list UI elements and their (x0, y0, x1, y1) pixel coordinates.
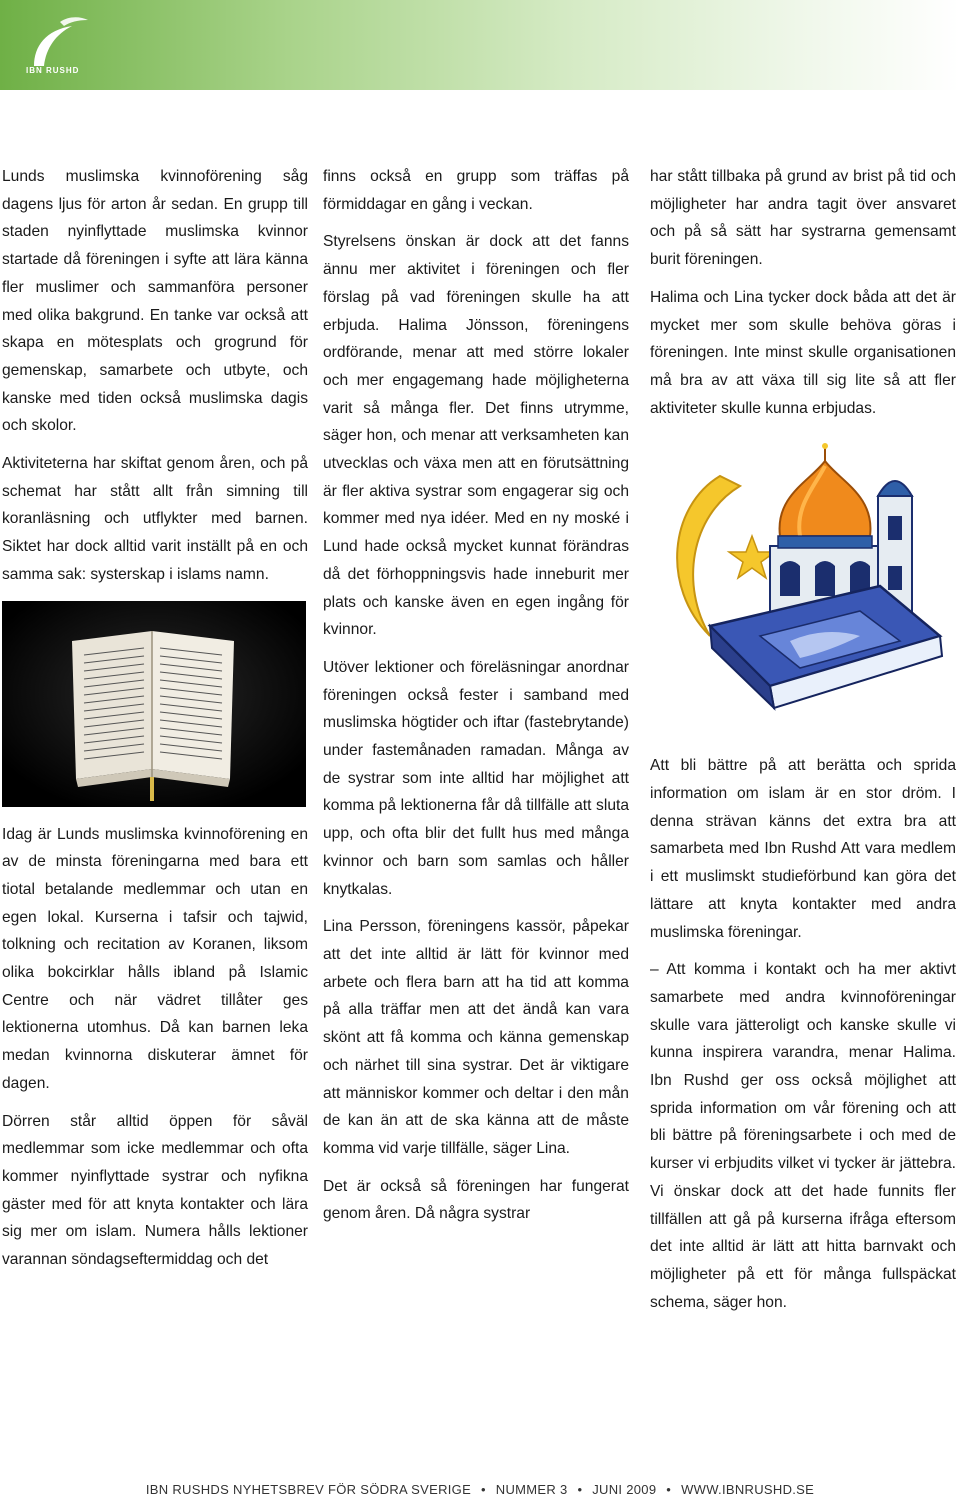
footer-issue-number: NUMMER 3 (495, 1482, 568, 1497)
paragraph: Halima och Lina tycker dock båda att det är mycket mer som skulle behöva göras i föreningen. Inte minst skulle organisationen må bra av att växa till sig lite så att fler aktiviteter skulle kunna erbjudas. (650, 288, 956, 417)
open-quran-photo (2, 601, 306, 807)
paragraph: Styrelsens önskan är dock att det fanns ännu mer aktivitet i föreningen och fler förslag på vad föreningen skulle ha att erbjuda. Halima Jönsson, föreningens ordförande, menar att med större lokaler och mer engagemang hade möjligheterna varit så många fler. Det finns utrymme, säger hon, och menar att verksamheten kan utvecklas och växa men att en förutsättning är fler aktiva systrar som engagerar sig och kommer med nya idéer. Med en ny moské i Lund hade också mycket kunnat förändras då det förhoppningsvis hade inneburit mer plats och kanske även en egen ingång för kvinnor. (323, 233, 629, 639)
paragraph: Det är också så föreningen har fungerat genom åren. Då några systrar (323, 1177, 629, 1223)
paragraph: Lina Persson, föreningens kassör, påpekar att det inte alltid är lätt för kvinnor med arbete och flera barn att ha tid att komma på alla träffar men att det ändå kan vara skönt att få komma och känna gemenskap och närhet till sina systrar. Det är viktigare att människor kommer och deltar i den mån de kan än att de ska känna att de måste komma vid varje tillfälle, säger Lina. (323, 918, 629, 1157)
paragraph: Idag är Lunds muslimska kvinnoförening en av de minsta föreningarna med bara ett tiotal betalande medlemmar och utan en egen lokal. Kurserna i tafsir och tajwid, tolkning och recitation av Koranen, liksom olika bokcirklar hålls ibland på Islamic Centre och när vädret tillåter ges lektionerna utomhus. Då kan barnen leka medan kvinnorna diskuterar ämnet för dagen. (2, 825, 308, 1092)
paragraph: finns också en grupp som träffas på förmiddagar en gång i veckan. (323, 168, 629, 213)
article-column-3 (650, 163, 956, 1326)
article-column-1 (2, 163, 308, 1284)
newsletter-footer (0, 1482, 960, 1497)
header-band (0, 0, 960, 90)
paragraph: Att bli bättre på att berätta och sprida information om islam är en stor dröm. I denna strävan känns det extra bra att samarbeta med Ibn Rushd Att vara medlem i ett muslimskt studieförbund kan göra det lättare att knyta kontakter med andra muslimska föreningar. (650, 757, 956, 941)
footer-newsletter-name: IBN RUSHDS NYHETSBREV FÖR SÖDRA SVERIGE (145, 1482, 472, 1497)
crescent-mosque-book-icon (650, 436, 956, 726)
open-book-icon (2, 601, 306, 807)
paragraph: Lunds muslimska kvinnoförening såg dagens ljus för arton år sedan. En grupp till staden nyinflyttade muslimska kvinnor startade då föreningen i syfte att lära känna fler muslimer och sammanföra personer med olika bakgrund. En tanke var också att skapa en mötesplats och grogrund för gemenskap, samarbete och utbyte, och kanske med tiden också muslimska dagis och skolor. (2, 168, 308, 435)
footer-date: JUNI 2009 (592, 1482, 657, 1497)
bullet-separator: • (481, 1482, 486, 1497)
article-column-2 (323, 163, 629, 1238)
logo-text: IBN RUSHD (26, 66, 80, 75)
paragraph: Utöver lektioner och föreläsningar anordnar föreningen också fester i samband med muslimska högtider och iftar (fastebrytande) under fastemånaden ramadan. Många av de systrar som inte alltid har möjlighet att komma på lektionerna får då tillfälle att sluta upp, och ofta blir det fullt hus med många kvinnor och barn som samlas och håller knytkalas. (323, 658, 629, 898)
bullet-separator: • (577, 1482, 583, 1497)
paragraph: Aktiviteterna har skiftat genom åren, och på schemat har stått allt från simning till koranläsning och utflykter med barnen. Siktet har dock alltid varit inställt på en och samma sak: systerskap i islams namn. (2, 455, 308, 583)
mosque-book-illustration (650, 436, 956, 726)
paragraph: – Att komma i kontakt och ha mer aktivt samarbete med andra kvinnoföreningar skulle vara jätteroligt och kanske skulle vi kunna inspirera varandra, menar Halima. Ibn Rushd ger oss också möjlighet att sprida information om vår förening och att bli bättre på föreningsarbete i och med de kurser vi erbjudits vilket vi tycker är jättebra. Vi önskar dock att det hade funnits fler tillfällen att gå på kurserna ifråga eftersom det inte alltid är lätt att hitta barnvakt och möjligheter på ett för många fullspäckat schema, säger hon. (650, 961, 956, 1311)
bullet-separator: • (666, 1482, 672, 1497)
paragraph: Dörren står alltid öppen för såväl medlemmar som icke medlemmar och ofta kommer nyinflyttade systrar och nyfikna gäster med för att knyta kontakter och lära sig mer om islam. Numera hålls lektioner varannan söndagseftermiddag och det (2, 1112, 308, 1269)
paragraph: har stått tillbaka på grund av brist på tid och möjligheter har andra tagit över ansvaret och på så sätt har systrarna gemensamt burit föreningen. (650, 168, 956, 269)
footer-website-link[interactable]: WWW.IBNRUSHD.SE (681, 1482, 815, 1497)
